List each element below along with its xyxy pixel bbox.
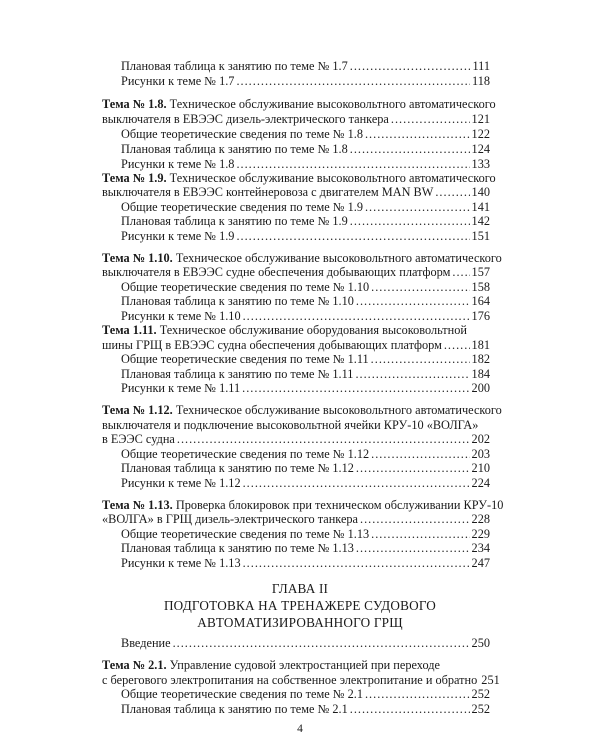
toc-entry: Плановая таблица к занятию по теме № 1.11 ..... 184 bbox=[121, 367, 490, 382]
toc-entry: «ВОЛГА» в ГРЩ дизель-электрического танкера ..... 228 bbox=[102, 512, 490, 527]
toc-topic-heading: Тема № 1.10. Техническое обслуживание высоковольтного автоматического bbox=[102, 251, 502, 265]
toc-entry: Плановая таблица к занятию по теме № 2.1 ..... 252 bbox=[121, 702, 490, 717]
toc-entry: Рисунки к теме № 1.13 ..... 247 bbox=[121, 556, 490, 571]
toc-entry: Плановая таблица к занятию по теме № 1.12 ..... 210 bbox=[121, 461, 490, 476]
toc-entry: Введение ..... 250 bbox=[121, 636, 490, 651]
toc-entry: в ЕЭЭС судна ..... 202 bbox=[102, 432, 490, 447]
toc-entry: Общие теоретические сведения по теме № 1.11 ..... 182 bbox=[121, 352, 490, 367]
toc-entry: Плановая таблица к занятию по теме № 1.10 ..... 164 bbox=[121, 294, 490, 309]
toc-entry: Общие теоретические сведения по теме № 1.13 ..... 229 bbox=[121, 527, 490, 542]
toc-entry: Рисунки к теме № 1.11 ..... 200 bbox=[121, 381, 490, 396]
toc-entry: выключателя в ЕВЭЭС контейнеровоза с двигателем MAN BW ..... 140 bbox=[102, 185, 490, 200]
toc-entry: Общие теоретические сведения по теме № 1.12 ..... 203 bbox=[121, 447, 490, 462]
toc-entry: шины ГРЩ в ЕВЭЭС судна обеспечения добывающих платформ ..... 181 bbox=[102, 338, 490, 353]
toc-topic-heading: Тема № 2.1. Управление судовой электростанцией при переходе bbox=[102, 658, 440, 672]
toc-topic-heading: Тема № 1.9. Техническое обслуживание высоковольтного автоматического bbox=[102, 171, 496, 185]
toc-entry: Рисунки к теме № 1.8 ..... 133 bbox=[121, 157, 490, 172]
toc-entry: Общие теоретические сведения по теме № 1.8 ..... 122 bbox=[121, 127, 490, 142]
toc-entry: с берегового электропитания на собственное электропитание и обратно 251 bbox=[102, 673, 500, 687]
toc-topic-heading: Тема № 1.13. Проверка блокировок при техническом обслуживании КРУ-10 bbox=[102, 498, 504, 512]
toc-entry: Рисунки к теме № 1.9 ..... 151 bbox=[121, 229, 490, 244]
toc-entry: Общие теоретические сведения по теме № 1.10 ..... 158 bbox=[121, 280, 490, 295]
toc-entry: Плановая таблица к занятию по теме № 1.13 ..... 234 bbox=[121, 541, 490, 556]
toc-entry: Общие теоретические сведения по теме № 2.1 ..... 252 bbox=[121, 687, 490, 702]
toc-entry: выключателя в ЕВЭЭС судне обеспечения добывающих платформ ..... 157 bbox=[102, 265, 490, 280]
toc-entry: Рисунки к теме № 1.7 ..... 118 bbox=[121, 74, 490, 89]
toc-entry: Плановая таблица к занятию по теме № 1.7 ..... 111 bbox=[121, 59, 490, 74]
toc-entry: выключателя в ЕВЭЭС дизель-электрического танкера ..... 121 bbox=[102, 112, 490, 127]
chapter-title: ПОДГОТОВКА НА ТРЕНАЖЕРЕ СУДОВОГО bbox=[163, 598, 437, 613]
chapter-title-cont: АВТОМАТИЗИРОВАННОГО ГРЩ bbox=[197, 615, 403, 630]
toc-topic-heading-cont: выключателя и подключение высоковольтной ячейки КРУ-10 «ВОЛГА» bbox=[102, 418, 479, 432]
page-number: 4 bbox=[297, 723, 303, 735]
toc-topic-heading: Тема 1.11. Техническое обслуживание оборудования высоковольтной bbox=[102, 323, 467, 337]
toc-entry: Рисунки к теме № 1.12 ..... 224 bbox=[121, 476, 490, 491]
toc-entry: Общие теоретические сведения по теме № 1.9 ..... 141 bbox=[121, 200, 490, 215]
toc-entry: Рисунки к теме № 1.10 ..... 176 bbox=[121, 309, 490, 324]
toc-entry: Плановая таблица к занятию по теме № 1.9 ..... 142 bbox=[121, 214, 490, 229]
toc-entry: Плановая таблица к занятию по теме № 1.8 ..... 124 bbox=[121, 142, 490, 157]
chapter-heading: ГЛАВА II bbox=[271, 581, 329, 596]
toc-topic-heading: Тема № 1.12. Техническое обслуживание высоковольтного автоматического bbox=[102, 403, 502, 417]
toc-topic-heading: Тема № 1.8. Техническое обслуживание высоковольтного автоматического bbox=[102, 97, 496, 111]
